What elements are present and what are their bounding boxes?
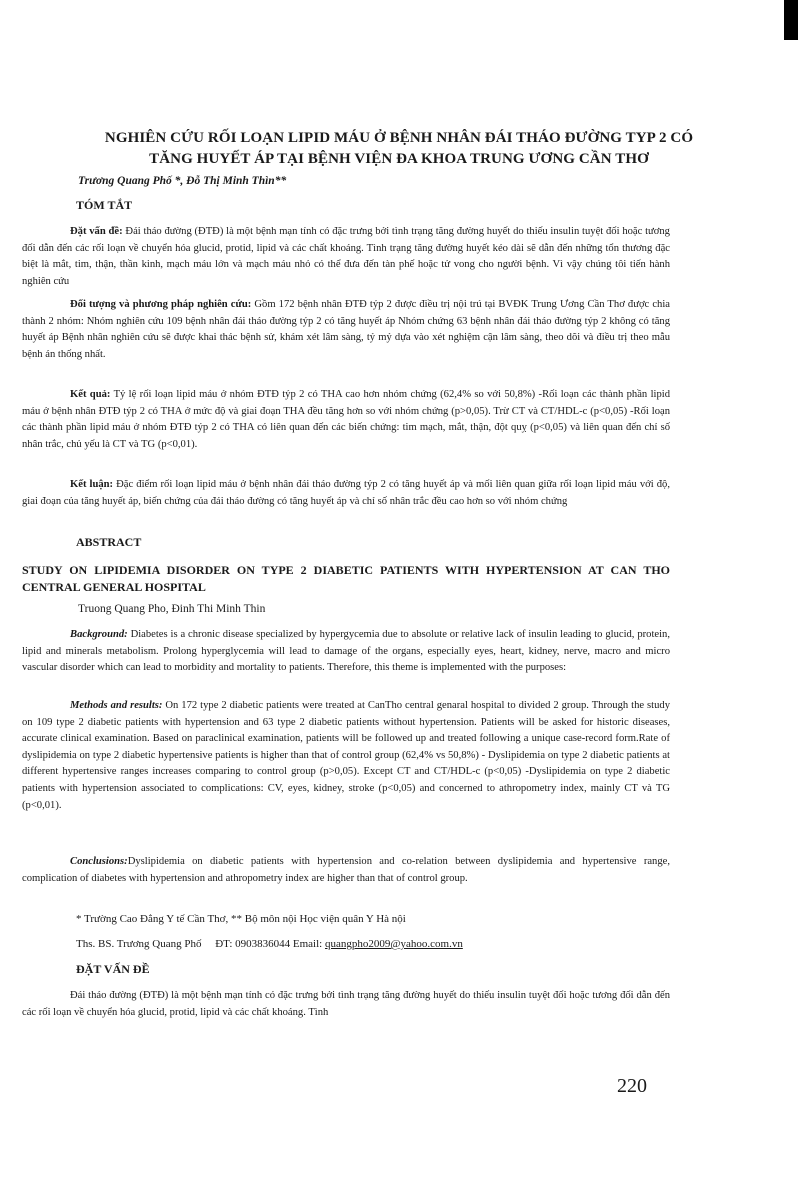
authors-vi: Trương Quang Phố *, Đỗ Thị Minh Thìn** — [78, 175, 287, 187]
summary-background — [22, 224, 670, 290]
methods-label-en: Methods and results: — [70, 700, 163, 711]
results-text: Tỷ lệ rối loạn lipid máu ở nhóm ĐTĐ týp 2 có THA cao hơn nhóm chứng (62,4% so với 50,8%) -Rối loạn các thành phần lipid máu ở bệnh nhân ĐTĐ týp 2 có THA ở mức độ và giai đoạn THA đều tăng hơn so với nhóm chứng (p>0,05). Trừ CT và CT/HDL-c (p<0,05) -Rối loạn các thành phần lipid máu ở nhóm ĐTĐ týp 2 có THA có liên quan đến các biến chứng: tim mạch, mắt, thận, đột quỵ (p<0,05) và liên quan đến chỉ số nhân trắc, chủ yếu là CT và TG (p<0,01). — [22, 389, 670, 450]
methods-label: Đối tượng và phương pháp nghiên cứu: — [70, 299, 252, 310]
summary-heading: TÓM TẮT — [76, 198, 133, 212]
affiliations-footnote: * Trường Cao Đẳng Y tế Cần Thơ, ** Bộ môn nội Học viện quân Y Hà nội — [76, 913, 406, 925]
summary-methods — [22, 297, 670, 363]
intro-paragraph — [22, 988, 670, 1021]
title-line: TĂNG HUYẾT ÁP TẠI BỆNH VIỆN ĐA KHOA TRUNG ƯƠNG CẦN THƠ — [149, 151, 649, 167]
paper-title — [24, 128, 774, 170]
summary-results — [22, 387, 670, 453]
intro-text: Đái tháo đường (ĐTĐ) là một bệnh mạn tính có đặc trưng bởi tình trạng tăng đường huyết do thiếu insulin tuyệt đối hoặc tương đối dẫn đến các rối loạn về chuyển hóa glucid, protid, lipid và các chất khoáng. Tình — [22, 990, 670, 1018]
background-text: Đái tháo đường (ĐTĐ) là một bệnh mạn tính có đặc trưng bởi tình trạng tăng đường huyết do thiếu insulin tuyệt đối hoặc tương đối dẫn đến các rối loạn về chuyển hóa glucid, protid, lipid và các chất khoáng. Tình trạng tăng đường huyết kéo dài sẽ dẫn đến những tổn thương đặc biệt là mắt, tim, thận, thần kinh, mạch máu lớn và mạch máu nhỏ có thể đưa đến tàn phế hoặc tử vong cho người bệnh. Vì vậy chúng tôi tiến hành nghiên cứu — [22, 226, 670, 287]
conclusions-label-en: Conclusions: — [70, 856, 128, 867]
contact-prefix: Ths. BS. Trương Quang Phố ĐT: 0903836044 Email: — [76, 938, 325, 950]
page-number: 220 — [617, 1075, 647, 1097]
methods-text: Gồm 172 bệnh nhân ĐTĐ týp 2 được điều trị nội trú tại BVĐK Trung Ương Cần Thơ được chia thành 2 nhóm: Nhóm nghiên cứu 109 bệnh nhân đái tháo đường týp 2 có tăng huyết áp Nhóm chứng 63 bệnh nhân đái tháo đường týp 2 không có tăng huyết áp Bệnh nhân nghiên cứu sẽ được khai thác bệnh sử, khám xét lâm sàng, tỷ mỷ dựa vào xét nghiệm cận lâm sàng, theo dõi và điều trị theo mẫu bệnh án thống nhất. — [22, 299, 670, 360]
abstract-title: STUDY ON LIPIDEMIA DISORDER ON TYPE 2 DIABETIC PATIENTS WITH HYPERTENSION AT CAN THO CENTRAL GENERAL HOSPITAL — [22, 563, 670, 594]
conclusions-text-en: Dyslipidemia on diabetic patients with hypertension and co-relation between dyslipidemia and hypertensive range, complication of diabetes with hypertension and athropometry index are higher than that of control group. — [22, 856, 670, 884]
title-line: NGHIÊN CỨU RỐI LOẠN LIPID MÁU Ở BỆNH NHÂN ĐÁI THÁO ĐƯỜNG TYP 2 CÓ — [104, 130, 694, 146]
scan-edge-mark — [784, 0, 798, 40]
contact-footnote — [76, 938, 463, 950]
intro-heading: ĐẶT VẤN ĐỀ — [76, 962, 150, 976]
methods-text-en: On 172 type 2 diabetic patients were treated at CanTho central genaral hospital to divided 2 group. Through the study on 109 type 2 diabetic patients with hypertension and 63 type 2 diabetic patients without hypertension. Patients will be asked for historic diseases, accurate clinical examination. Based on paraclinical examination, patients will be followed up and treated following a unique case-record form.Rate of dyslipidemia on type 2 diabetic hypertensive patients is higher than that of control group (62,4% vs 50,8%) - Dyslipidemia on type 2 diabetic patients at different hypertensive ranges increases comparing to control group (p>0,05). Except CT and CT/HDL-c (p<0,05) -Dyslipidemia on type 2 diabetic patients with hypertension associated to complications: CV, eyes, kidney, stroke (p<0,05) and concerned to athropometry index, mainly CT và TG (p<0,01). — [22, 700, 670, 811]
summary-conclusion — [22, 477, 670, 510]
abstract-methods — [22, 698, 670, 814]
conclusion-text: Đặc điểm rối loạn lipid máu ở bệnh nhân đái tháo đường týp 2 có tăng huyết áp và mối liên quan giữa rối loạn lipid máu với độ, giai đoạn của tăng huyết áp, biến chứng của đái tháo đường có tăng huyết áp và chỉ số nhân trắc đều cao hơn so với nhóm chứng — [22, 479, 671, 507]
conclusion-label: Kết luận: — [70, 479, 114, 490]
abstract-heading: ABSTRACT — [76, 535, 142, 549]
background-text-en: Diabetes is a chronic disease specialized by hypergycemia due to absolute or relative lack of insulin leading to glucid, protein, lipid and minerals metabolism. Prolong hyperglycemia will lead to damage of the organs, especially eyes, heart, kidney, nerve, macro and micro vascular disorder which can lead to morbidity and mortality to patients. Therefore, this theme is implemented with the purposes: — [22, 629, 670, 674]
background-label-en: Background: — [70, 629, 128, 640]
background-label: Đặt vấn đề: — [70, 226, 123, 237]
authors-en: Truong Quang Pho, Đinh Thi Minh Thin — [78, 603, 266, 615]
email-link[interactable]: quangpho2009@yahoo.com.vn — [324, 938, 463, 950]
abstract-conclusions — [22, 854, 670, 887]
abstract-background — [22, 627, 670, 677]
results-label: Kết quả: — [70, 389, 111, 400]
